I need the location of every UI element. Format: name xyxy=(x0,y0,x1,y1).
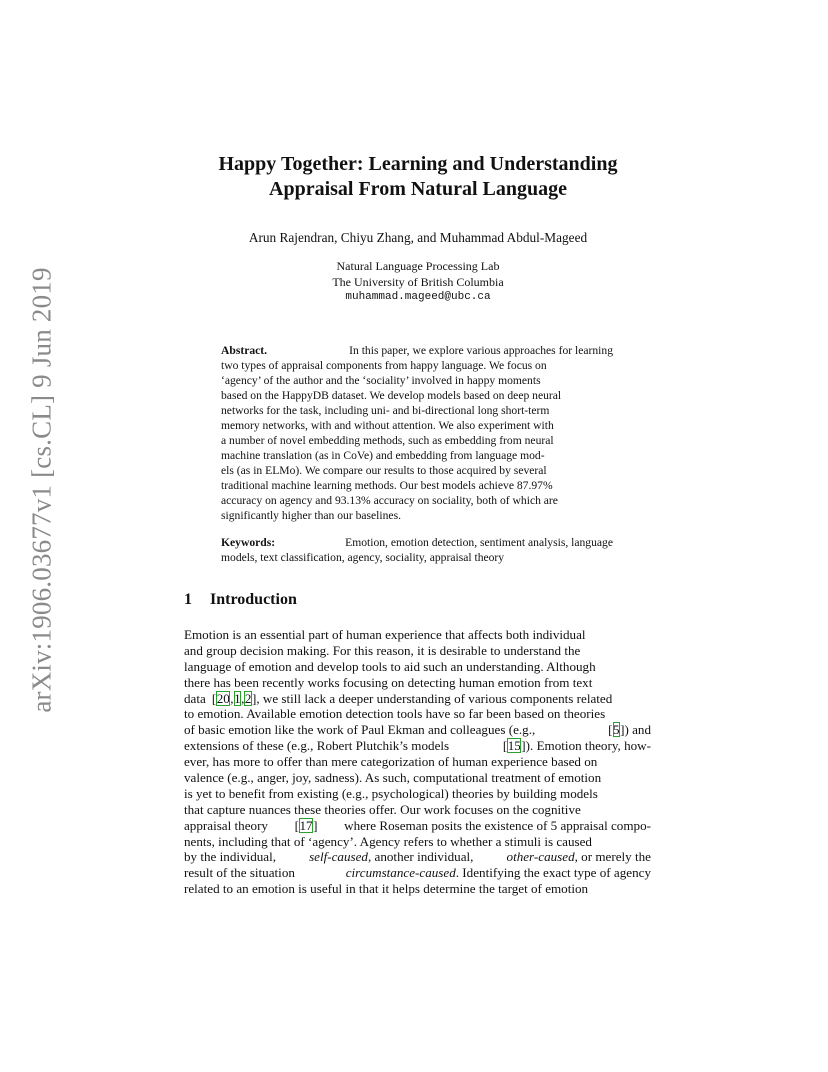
body-text-segment: [5]) and xyxy=(608,722,651,738)
arxiv-identifier-text: arXiv:1906.03677v1 [cs.CL] 9 Jun 2019 xyxy=(26,267,57,713)
abstract-text: els (as in ELMo). We compare our results to those acquired by several xyxy=(221,464,547,477)
abstract-text: a number of novel embedding methods, such as embedding from neural xyxy=(221,434,554,447)
body-text: is yet to benefit from existing (e.g., psychological) theories by building models xyxy=(184,785,598,801)
body-text: Emotion is an essential part of human experience that affects both individual xyxy=(184,627,586,642)
abstract-text: ‘agency’ of the author and the ‘sociality’ involved in happy moments xyxy=(221,374,541,387)
body-line xyxy=(184,770,651,786)
abstract-line xyxy=(221,448,613,463)
keywords-label: Keywords: xyxy=(221,536,276,549)
abstract-line xyxy=(221,343,613,358)
body-text: and group decision making. For this reason, it is desirable to understand the xyxy=(184,642,581,658)
affiliation-lab: Natural Language Processing Lab xyxy=(336,259,500,273)
body-line xyxy=(184,738,651,754)
keywords-line xyxy=(221,535,613,550)
abstract-line xyxy=(221,358,613,373)
body-text: of basic emotion like the work of Paul Ekman and colleagues (e.g., xyxy=(184,722,536,738)
body-line xyxy=(184,849,651,865)
keywords-text: models, text classification, agency, sociality, appraisal theory xyxy=(221,551,505,564)
body-line xyxy=(184,834,651,850)
body-text: where Roseman posits the existence of 5 appraisal compo- xyxy=(344,817,651,833)
abstract-line xyxy=(221,463,613,478)
body-line xyxy=(184,691,651,707)
body-text-segment: [15]). Emotion theory, how- xyxy=(502,738,651,754)
keywords-text: Emotion, emotion detection, sentiment analysis, language xyxy=(345,536,613,549)
body-text: valence (e.g., anger, joy, sadness). As such, computational treatment of emotion xyxy=(184,770,602,786)
body-text: ever, has more to offer than mere categorization of human experience based on xyxy=(184,754,598,770)
abstract-text: based on the HappyDB dataset. We develop models based on deep neural xyxy=(221,389,562,402)
abstract-line xyxy=(221,388,613,403)
body-text: result of the situation xyxy=(184,865,295,881)
abstract-text: significantly higher than our baselines. xyxy=(221,509,401,522)
title-line-1: Happy Together: Learning and Understanding xyxy=(218,153,618,175)
body-line xyxy=(184,881,651,897)
abstract-text: networks for the task, including uni- and bi-directional long short-term xyxy=(221,404,550,417)
body-line xyxy=(184,786,651,802)
abstract-text: accuracy on agency and 93.13% accuracy on sociality, both of which are xyxy=(221,494,558,507)
body-text: by the individual, xyxy=(184,849,277,865)
body-line xyxy=(184,627,651,643)
body-text-segment xyxy=(346,865,651,881)
body-text: language of emotion and develop tools to aid such an understanding. Although xyxy=(184,658,596,674)
body-text: ) and xyxy=(624,722,651,738)
citation-link[interactable]: 1 xyxy=(234,690,241,706)
body-text-segment xyxy=(507,849,651,865)
arxiv-identifier-sidebar xyxy=(22,267,62,713)
body-text: to emotion. Available emotion detection tools have so far been based on theories xyxy=(184,706,606,722)
abstract xyxy=(221,343,613,523)
body-line xyxy=(184,802,651,818)
body-text: that capture nuances these theories offer. Our work focuses on the cognitive xyxy=(184,801,581,817)
body-text: extensions of these (e.g., Robert Plutchik’s models xyxy=(184,738,450,754)
abstract-line xyxy=(221,403,613,418)
emphasis-text: circumstance-caused xyxy=(345,865,456,881)
affiliation-university: The University of British Columbia xyxy=(332,274,504,289)
body-text-segment: data [20,1,2], we still lack a deeper understanding of various components related xyxy=(184,690,613,706)
body-line xyxy=(184,675,651,691)
author-list: Arun Rajendran, Chiyu Zhang, and Muhammad Abdul-Mageed xyxy=(248,230,588,245)
section-number: 1 xyxy=(184,591,192,608)
citation-link[interactable]: 2 xyxy=(244,690,252,706)
body-line xyxy=(184,643,651,659)
citation-link[interactable]: 15 xyxy=(507,738,521,754)
body-line xyxy=(184,659,651,675)
abstract-line xyxy=(221,433,613,448)
body-text: nents, including that of ‘agency’. Agency refers to whether a stimuli is caused xyxy=(184,833,592,849)
abstract-line xyxy=(221,478,613,493)
body-text: . Identifying the exact type of agency xyxy=(455,865,651,881)
abstract-text: traditional machine learning methods. Our best models achieve 87.97% xyxy=(221,479,553,492)
introduction-body xyxy=(184,627,651,897)
abstract-text: In this paper, we explore various approaches for learning xyxy=(349,344,613,357)
abstract-line xyxy=(221,508,613,523)
abstract-line xyxy=(221,493,613,508)
citation-link[interactable]: 5 xyxy=(613,722,620,738)
body-text: related to an emotion is useful in that it helps determine the target of emotion xyxy=(184,881,589,897)
body-text: , we still lack a deeper understanding of various components related xyxy=(256,690,613,706)
keywords xyxy=(221,535,613,565)
body-line xyxy=(184,818,651,834)
paper-title xyxy=(150,152,686,202)
body-line xyxy=(184,706,651,722)
abstract-text: two types of appraisal components from happy language. We focus on xyxy=(221,359,547,372)
section-title: Introduction xyxy=(210,591,297,608)
citation-link[interactable]: 20 xyxy=(216,690,230,706)
affiliation-block xyxy=(150,259,686,306)
abstract-text: memory networks, with and without attention. We also experiment with xyxy=(221,419,554,432)
body-line xyxy=(184,865,651,881)
emphasis-text: other-caused xyxy=(506,849,575,865)
body-line xyxy=(184,754,651,770)
abstract-line xyxy=(221,373,613,388)
keywords-line xyxy=(221,550,613,565)
emphasis-text: self-caused xyxy=(309,849,368,865)
title-line-2: Appraisal From Natural Language xyxy=(269,178,567,200)
abstract-text: machine translation (as in CoVe) and embedding from language mod- xyxy=(221,449,545,462)
body-text: appraisal theory xyxy=(184,817,268,833)
section-heading-introduction xyxy=(184,591,297,609)
abstract-line xyxy=(221,418,613,433)
body-line xyxy=(184,722,651,738)
body-text: there has been recently works focusing on detecting human emotion from text xyxy=(184,674,593,690)
author-email: muhammad.mageed@ubc.ca xyxy=(345,291,491,303)
body-text-segment xyxy=(309,849,473,865)
body-text: data xyxy=(184,690,206,706)
citation-link[interactable]: 17 xyxy=(299,817,313,833)
body-text: ). Emotion theory, how- xyxy=(525,738,651,754)
body-text: , another individual, xyxy=(367,849,474,865)
body-text-segment: [17] xyxy=(294,817,318,833)
abstract-label: Abstract. xyxy=(221,344,268,357)
body-text: , or merely the xyxy=(574,849,651,865)
